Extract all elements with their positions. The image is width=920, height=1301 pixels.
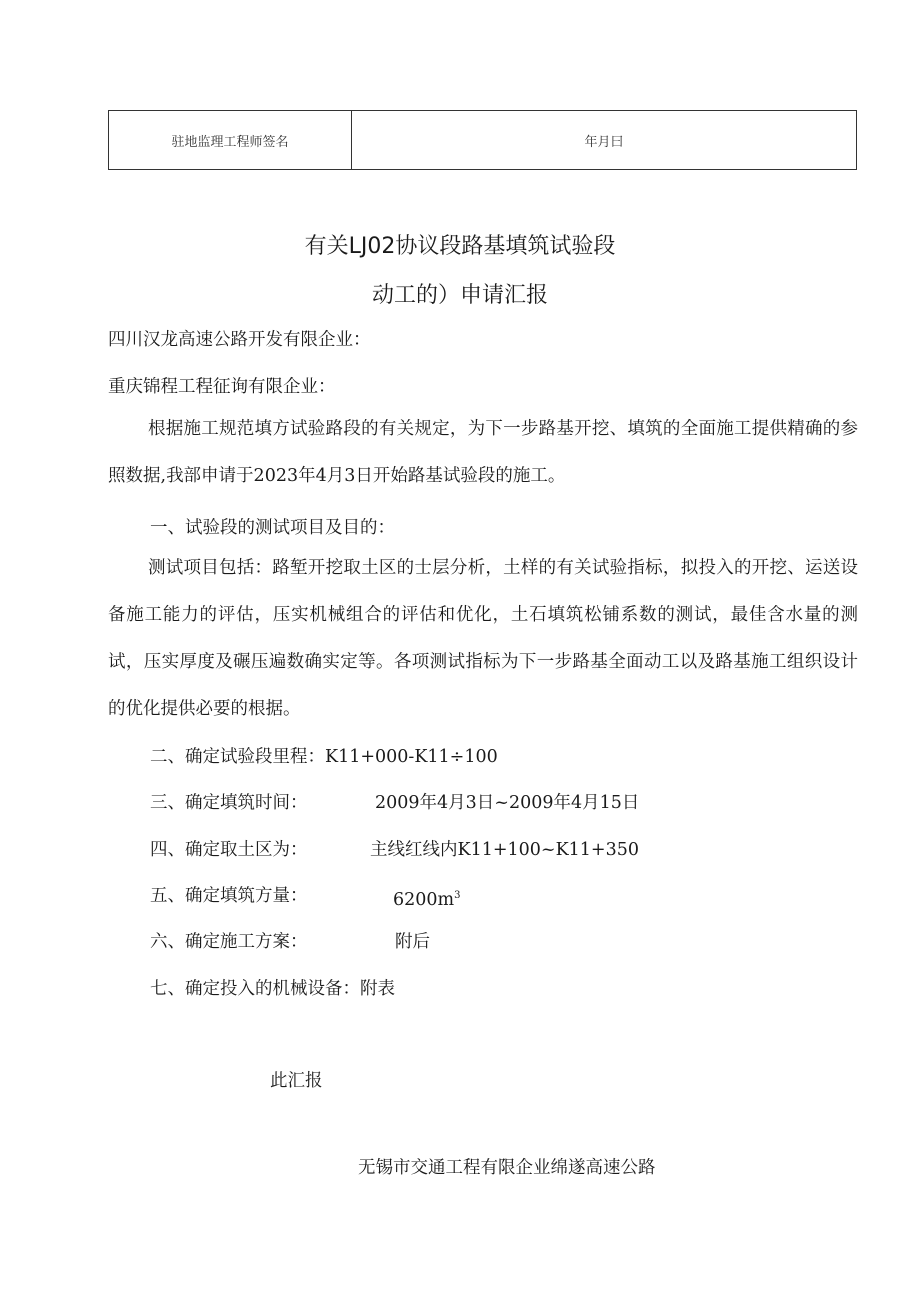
signature-table	[108, 110, 857, 170]
item-4-value: 主线红线内K11+100~K11+350	[370, 840, 639, 860]
item-3-value: 2009年4月3日~2009年4月15日	[375, 793, 640, 813]
item-5-number: 6200m	[393, 889, 455, 910]
item-3-fill-time	[150, 791, 640, 815]
item-5-unit-superscript: 3	[454, 890, 461, 901]
signature-date: 年月曰	[584, 134, 624, 150]
item-5-label: 五、确定填筑方量：	[150, 886, 308, 906]
supervisor-signature-label: 驻地监理工程师签名	[109, 111, 352, 169]
item-7-equipment: 七、确定投入的机械设备：附表	[150, 979, 395, 999]
signature-organization: 无锡市交通工程有限企业绵遂高速公路	[358, 1158, 656, 1178]
recipient-2: 重庆锦程工程征询有限企业：	[108, 377, 336, 397]
section1-heading: 一、试验段的测试项目及目的：	[150, 518, 395, 538]
item-5-value	[393, 884, 461, 912]
document-title-line1: 有关LJ02协议段路基填筑试验段	[304, 234, 616, 259]
intro-paragraph: 根据施工规范填方试验路段的有关规定，为下一步路基开挖、填筑的全面施工提供精确的参照数据,我部申请于2023年4月3日开始路基试验段的施工。	[108, 419, 858, 486]
document-title-line2: 动工的）申请汇报	[371, 283, 548, 308]
item-6-construction-plan	[150, 930, 430, 954]
item-3-label: 三、确定填筑时间：	[150, 793, 308, 813]
item-4-label: 四、确定取土区为：	[150, 840, 308, 860]
item-6-value: 附后	[395, 932, 430, 952]
recipient-1: 四川汉龙高速公路开发有限企业：	[108, 330, 371, 350]
item-5-fill-volume	[150, 884, 461, 910]
closing-text: 此汇报	[270, 1071, 323, 1091]
item-2-mileage: 二、确定试验段里程：K11+000-K11÷100	[150, 747, 498, 767]
item-6-label: 六、确定施工方案：	[150, 932, 308, 952]
section1-body: 测试项目包括：路堑开挖取土区的士层分析，土样的有关试验指标，拟投入的开挖、运送设备施工能力的评估，压实机械组合的评估和优化，土石填筑松铺系数的测试，最佳含水量的测试，压实厚度及碾压遍数确实定等。各项测试指标为下一步路基全面动工以及路基施工组织设计的优化提供必要的根据。	[108, 558, 858, 719]
item-4-borrow-area	[150, 838, 639, 862]
